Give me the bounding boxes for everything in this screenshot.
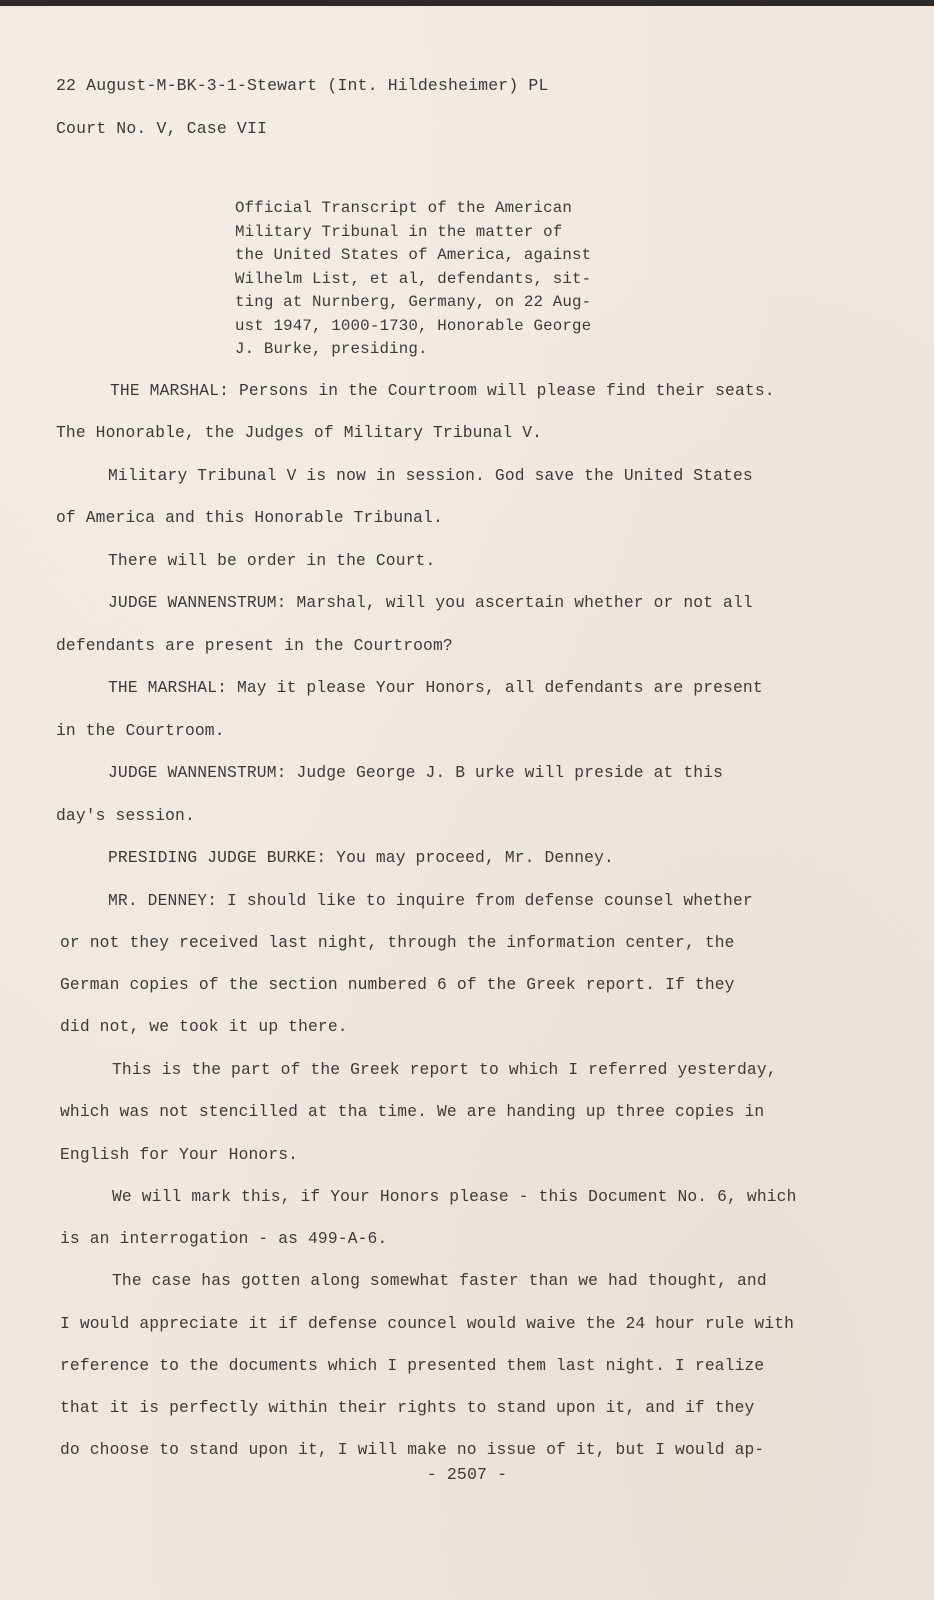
transcript-line: defendants are present in the Courtroom?	[56, 636, 453, 655]
transcript-line: reference to the documents which I presented them last night. I realize	[60, 1356, 765, 1375]
transcript-line: THE MARSHAL: Persons in the Courtroom will please find their seats.	[110, 381, 775, 400]
transcript-line: JUDGE WANNENSTRUM: Judge George J. B urke will preside at this	[108, 763, 724, 782]
transcript-line: in the Courtroom.	[56, 721, 225, 740]
caption-line: Wilhelm List, et al, defendants, sit-	[235, 269, 592, 288]
transcript-line: German copies of the section numbered 6 of the Greek report. If they	[60, 975, 735, 994]
page-number: - 2507 -	[426, 1465, 508, 1484]
caption-line: J. Burke, presiding.	[235, 340, 428, 358]
transcript-line: that it is perfectly within their rights to stand upon it, and if they	[60, 1398, 755, 1417]
transcript-line: MR. DENNEY: I should like to inquire from defense counsel whether	[108, 891, 753, 910]
transcript-line: is an interrogation - as 499-A-6.	[60, 1229, 388, 1248]
transcript-line: We will mark this, if Your Honors please - this Document No. 6, which	[112, 1187, 797, 1206]
caption-line: ust 1947, 1000-1730, Honorable George	[235, 316, 592, 335]
caption-line: ting at Nurnberg, Germany, on 22 Aug-	[235, 293, 592, 311]
caption-line: the United States of America, against	[235, 246, 592, 264]
caption-line: Official Transcript of the American	[235, 199, 573, 217]
transcript-line: This is the part of the Greek report to which I referred yesterday,	[112, 1060, 777, 1079]
transcript-line: English for Your Honors.	[60, 1145, 299, 1164]
transcript-line: day's session.	[56, 806, 195, 825]
transcript-line: I would appreciate it if defense councel would waive the 24 hour rule with	[60, 1314, 795, 1333]
transcript-line: did not, we took it up there.	[60, 1017, 348, 1036]
official-transcript-caption	[235, 197, 655, 362]
header-reference: 22 August-M-BK-3-1-Stewart (Int. Hildesheimer) PL	[56, 76, 549, 95]
transcript-line: There will be order in the Court.	[108, 551, 436, 570]
header-court-case: Court No. V, Case VII	[56, 119, 268, 138]
transcript-line: The Honorable, the Judges of Military Tribunal V.	[56, 423, 543, 442]
caption-line: Military Tribunal in the matter of	[235, 222, 563, 241]
transcript-line: THE MARSHAL: May it please Your Honors, all defendants are present	[108, 678, 763, 697]
transcript-line: of America and this Honorable Tribunal.	[56, 508, 443, 527]
transcript-line: PRESIDING JUDGE BURKE: You may proceed, Mr. Denney.	[108, 848, 614, 867]
transcript-line: do choose to stand upon it, I will make no issue of it, but I would ap-	[60, 1440, 765, 1459]
transcript-line: The case has gotten along somewhat faster than we had thought, and	[112, 1271, 767, 1290]
transcript-line: or not they received last night, through the information center, the	[60, 933, 735, 952]
transcript-line: Military Tribunal V is now in session. God save the United States	[108, 466, 753, 485]
transcript-line: which was not stencilled at tha time. We are handing up three copies in	[60, 1102, 765, 1121]
transcript-line: JUDGE WANNENSTRUM: Marshal, will you ascertain whether or not all	[108, 593, 753, 612]
